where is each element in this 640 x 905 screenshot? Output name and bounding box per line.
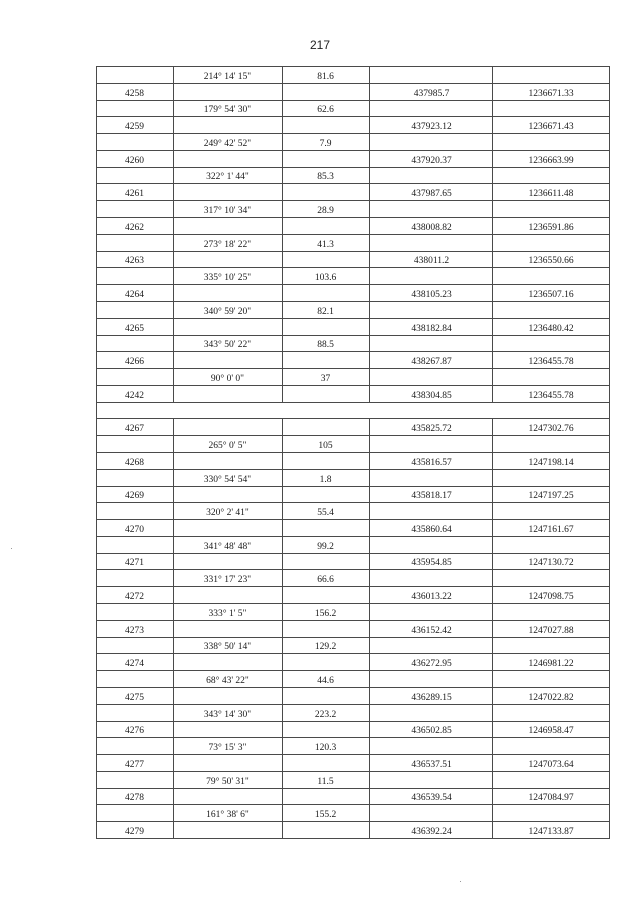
point-id-cell: 4273	[125, 626, 144, 636]
x-coordinate-cell: 438182.84	[411, 324, 452, 334]
distance-cell: 155.2	[314, 810, 337, 820]
column-divider	[173, 66, 174, 402]
y-coordinate-cell: 1246958.47	[528, 726, 574, 736]
y-coordinate-cell: 1236455.78	[528, 357, 574, 367]
y-coordinate-cell: 1247198.14	[528, 458, 574, 468]
distance-cell: 82.1	[317, 307, 334, 317]
distance-cell: 11.5	[317, 777, 334, 787]
point-id-cell: 4260	[125, 156, 144, 166]
bearing-cell: 320° 2' 41"	[206, 508, 249, 518]
x-coordinate-cell: 435825.72	[411, 424, 452, 434]
y-coordinate-cell: 1247027.88	[528, 626, 574, 636]
point-id-cell: 4259	[125, 122, 144, 132]
bearing-cell: 335° 10' 25"	[203, 273, 252, 283]
point-id-cell: 4261	[125, 189, 144, 199]
bearing-cell: 343° 14' 30"	[203, 710, 252, 720]
bearing-cell: 317° 10' 34"	[203, 206, 252, 216]
distance-cell: 99.2	[317, 542, 334, 552]
y-coordinate-cell: 1236671.33	[528, 89, 574, 99]
table-border-side	[609, 66, 610, 838]
distance-cell: 7.9	[319, 139, 332, 149]
x-coordinate-cell: 435954.85	[411, 558, 452, 568]
x-coordinate-cell: 435860.64	[411, 525, 452, 535]
distance-cell: 223.2	[314, 710, 337, 720]
y-coordinate-cell: 1247302.76	[528, 424, 574, 434]
y-coordinate-cell: 1236591.86	[528, 223, 574, 233]
bearing-cell: 322° 1' 44"	[206, 172, 249, 182]
distance-cell: 105	[318, 441, 333, 451]
x-coordinate-cell: 438011.2	[413, 256, 450, 266]
point-id-cell: 4262	[125, 223, 144, 233]
point-id-cell: 4266	[125, 357, 144, 367]
distance-cell: 41.3	[317, 240, 334, 250]
point-id-cell: 4271	[125, 558, 144, 568]
point-id-cell: 4272	[125, 592, 144, 602]
distance-cell: 85.3	[317, 172, 334, 182]
y-coordinate-cell: 1247130.72	[528, 558, 574, 568]
bearing-cell: 90° 0' 0"	[210, 374, 245, 384]
point-id-cell: 4270	[125, 525, 144, 535]
point-id-cell: 4269	[125, 491, 144, 501]
bearing-cell: 341° 48' 48"	[203, 542, 252, 552]
x-coordinate-cell: 436152.42	[411, 626, 452, 636]
column-divider	[492, 418, 493, 838]
x-coordinate-cell: 436502.85	[411, 726, 452, 736]
x-coordinate-cell: 438105.23	[411, 290, 452, 300]
x-coordinate-cell: 438267.87	[411, 357, 452, 367]
distance-cell: 81.6	[317, 72, 334, 82]
x-coordinate-cell: 437920.37	[411, 156, 452, 166]
x-coordinate-cell: 436289.15	[411, 693, 452, 703]
bearing-cell: 331° 17' 23"	[203, 575, 252, 585]
table-rule	[96, 402, 610, 403]
bearing-cell: 179° 54' 30"	[203, 105, 252, 115]
coordinates-table	[96, 66, 610, 838]
point-id-cell: 4268	[125, 458, 144, 468]
distance-cell: 103.6	[314, 273, 337, 283]
column-divider	[492, 66, 493, 402]
scan-speck	[460, 881, 461, 882]
bearing-cell: 161° 38' 6"	[206, 810, 249, 820]
x-coordinate-cell: 437987.65	[411, 189, 452, 199]
distance-cell: 1.8	[319, 475, 332, 485]
column-divider	[369, 418, 370, 838]
x-coordinate-cell: 437923.12	[411, 122, 452, 132]
distance-cell: 55.4	[317, 508, 334, 518]
point-id-cell: 4275	[125, 693, 144, 703]
y-coordinate-cell: 1247197.25	[528, 491, 574, 501]
y-coordinate-cell: 1247084.97	[528, 793, 574, 803]
point-id-cell: 4265	[125, 324, 144, 334]
bearing-cell: 265° 0' 5"	[208, 441, 247, 451]
column-divider	[369, 66, 370, 402]
y-coordinate-cell: 1236663.99	[528, 156, 574, 166]
x-coordinate-cell: 436392.24	[411, 827, 452, 837]
y-coordinate-cell: 1236480.42	[528, 324, 574, 334]
y-coordinate-cell: 1246981.22	[528, 659, 574, 669]
bearing-cell: 79° 50' 31"	[206, 777, 249, 787]
point-id-cell: 4267	[125, 424, 144, 434]
y-coordinate-cell: 1247022.82	[528, 693, 574, 703]
point-id-cell: 4277	[125, 760, 144, 770]
bearing-cell: 273° 18' 22"	[203, 240, 252, 250]
bearing-cell: 343° 50' 22"	[203, 340, 252, 350]
y-coordinate-cell: 1236671.43	[528, 122, 574, 132]
x-coordinate-cell: 437985.7	[413, 89, 450, 99]
table-rule	[96, 838, 610, 839]
y-coordinate-cell: 1247098.75	[528, 592, 574, 602]
x-coordinate-cell: 435818.17	[411, 491, 452, 501]
bearing-cell: 340° 59' 20"	[203, 307, 252, 317]
distance-cell: 120.3	[314, 743, 337, 753]
x-coordinate-cell: 436539.54	[411, 793, 452, 803]
distance-cell: 44.6	[317, 676, 334, 686]
bearing-cell: 249° 42' 52"	[203, 139, 252, 149]
point-id-cell: 4278	[125, 793, 144, 803]
distance-cell: 129.2	[314, 642, 337, 652]
y-coordinate-cell: 1236550.66	[528, 256, 574, 266]
bearing-cell: 73° 15' 3"	[208, 743, 247, 753]
bearing-cell: 214° 14' 15"	[203, 72, 252, 82]
x-coordinate-cell: 435816.57	[411, 458, 452, 468]
bearing-cell: 338° 50' 14"	[203, 642, 252, 652]
x-coordinate-cell: 438008.82	[411, 223, 452, 233]
bearing-cell: 330° 54' 54"	[203, 475, 252, 485]
y-coordinate-cell: 1247073.64	[528, 760, 574, 770]
bearing-cell: 68° 43' 22"	[206, 676, 249, 686]
point-id-cell: 4279	[125, 827, 144, 837]
distance-cell: 62.6	[317, 105, 334, 115]
y-coordinate-cell: 1247161.67	[528, 525, 574, 535]
x-coordinate-cell: 436013.22	[411, 592, 452, 602]
point-id-cell: 4264	[125, 290, 144, 300]
distance-cell: 28.9	[317, 206, 334, 216]
point-id-cell: 4242	[125, 391, 144, 401]
point-id-cell: 4258	[125, 89, 144, 99]
x-coordinate-cell: 436272.95	[411, 659, 452, 669]
y-coordinate-cell: 1236611.48	[528, 189, 574, 199]
distance-cell: 156.2	[314, 609, 337, 619]
point-id-cell: 4274	[125, 659, 144, 669]
scan-speck	[11, 548, 12, 549]
x-coordinate-cell: 438304.85	[411, 391, 452, 401]
point-id-cell: 4276	[125, 726, 144, 736]
bearing-cell: 333° 1' 5"	[208, 609, 247, 619]
table-border-side	[96, 66, 97, 838]
column-divider	[173, 418, 174, 838]
page-number: 217	[309, 38, 331, 52]
column-divider	[282, 66, 283, 402]
distance-cell: 88.5	[317, 340, 334, 350]
x-coordinate-cell: 436537.51	[411, 760, 452, 770]
y-coordinate-cell: 1247133.87	[528, 827, 574, 837]
distance-cell: 66.6	[317, 575, 334, 585]
y-coordinate-cell: 1236455.78	[528, 391, 574, 401]
point-id-cell: 4263	[125, 256, 144, 266]
distance-cell: 37	[320, 374, 331, 384]
column-divider	[282, 418, 283, 838]
y-coordinate-cell: 1236507.16	[528, 290, 574, 300]
